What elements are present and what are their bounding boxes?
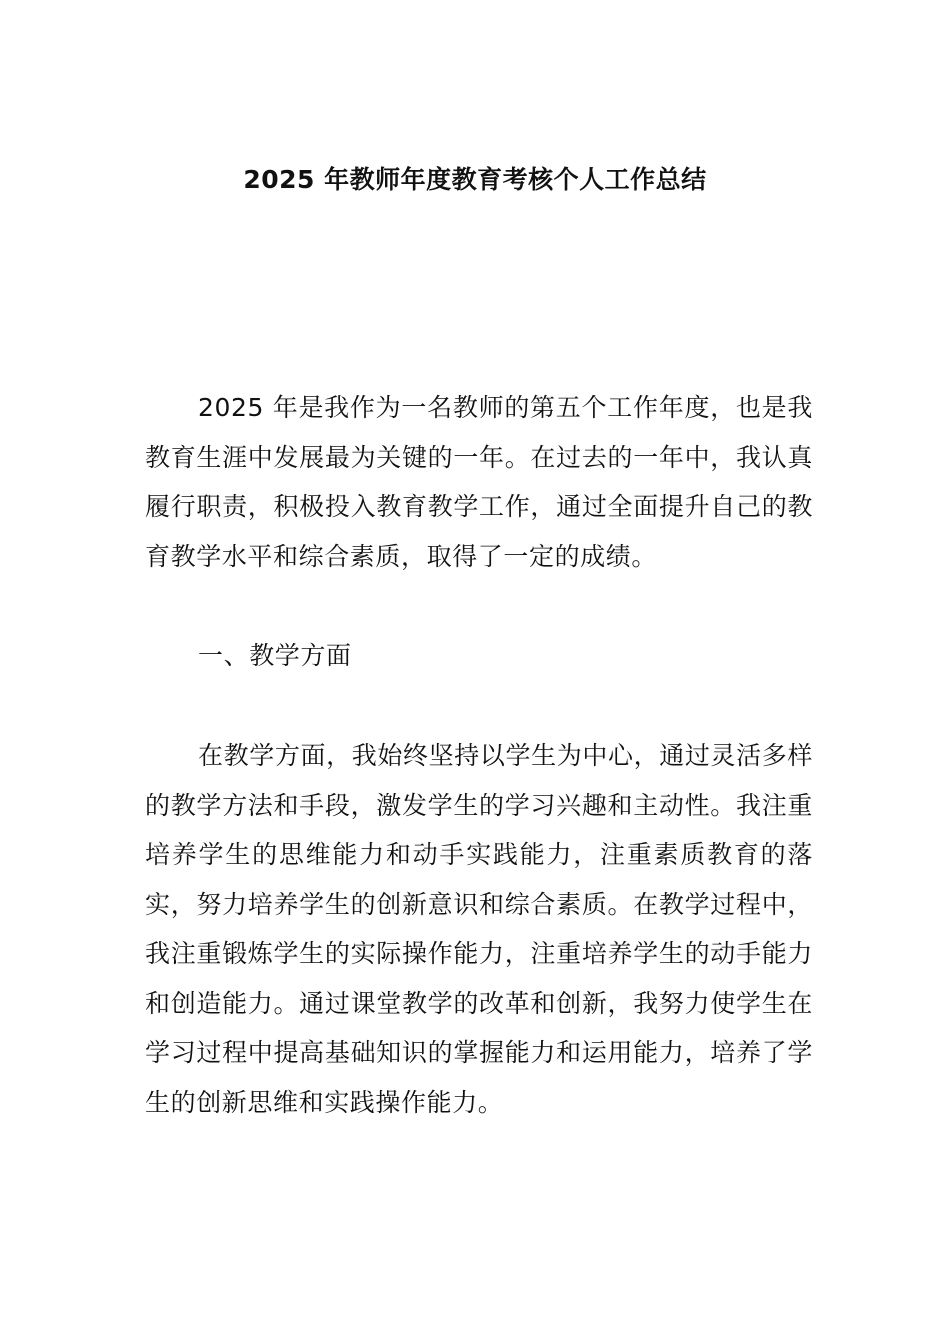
teaching-paragraph: 在教学方面，我始终坚持以学生为中心，通过灵活多样的教学方法和手段，激发学生的学习兴趣和主动性。我注重培养学生的思维能力和动手实践能力，注重素质教育的落实，努力培养学生的创新意识和综合素质。在教学过程中，我注重锻炼学生的实际操作能力，注重培养学生的动手能力和创造能力。通过课堂教学的改革和创新，我努力使学生在学习过程中提高基础知识的掌握能力和运用能力，培养了学生的创新思维和实践操作能力。 [145, 741, 813, 1117]
section-heading-teaching: 一、教学方面 [198, 641, 352, 670]
intro-paragraph: 2025 年是我作为一名教师的第五个工作年度，也是我教育生涯中发展最为关键的一年。在过去的一年中，我认真履行职责，积极投入教育教学工作，通过全面提升自己的教育教学水平和综合素质，取得了一定的成绩。 [145, 393, 813, 571]
document-title: 2025 年教师年度教育考核个人工作总结 [243, 165, 707, 194]
